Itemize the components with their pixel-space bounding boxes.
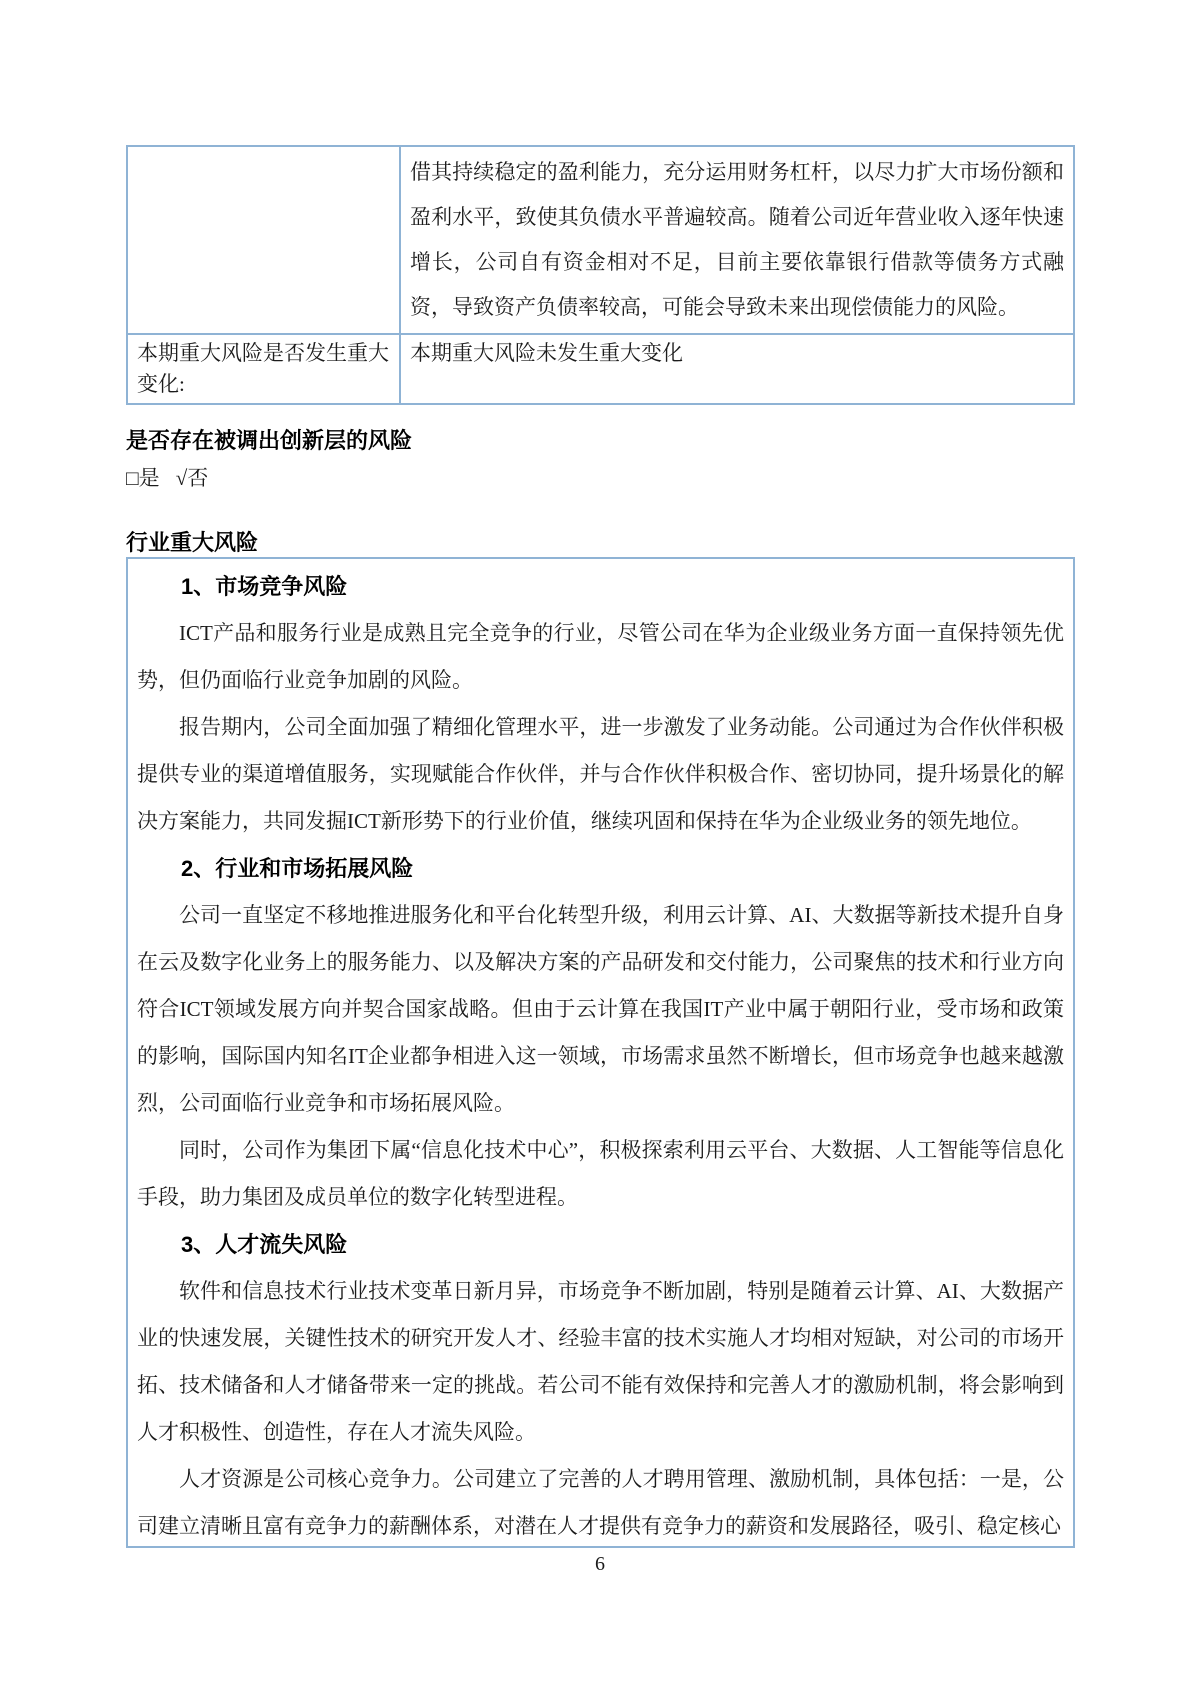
checkbox-yes-option: □是 [126, 466, 160, 490]
table-label-cell-empty [127, 146, 400, 334]
table-content-cell-major-change: 本期重大风险未发生重大变化 [400, 334, 1074, 404]
delist-risk-answer [126, 462, 208, 492]
table-label-cell-major-change: 本期重大风险是否发生重大变化: [127, 334, 400, 404]
risk-paragraph: 软件和信息技术行业技术变革日新月异，市场竞争不断加剧，特别是随着云计算、AI、大数据产业的快速发展，关键性技术的研究开发人才、经验丰富的技术实施人才均相对短缺，对公司的市场开拓、技术储备和人才储备带来一定的挑战。若公司不能有效保持和完善人才的激励机制，将会影响到人才积极性、创造性，存在人才流失风险。 [137, 1279, 1064, 1444]
risk-paragraph: ICT产品和服务行业是成熟且完全竞争的行业，尽管公司在华为企业级业务方面一直保持领先优势，但仍面临行业竞争加剧的风险。 [137, 621, 1064, 692]
risk-paragraph: 公司一直坚定不移地推进服务化和平台化转型升级，利用云计算、AI、大数据等新技术提升自身在云及数字化业务上的服务能力、以及解决方案的产品研发和交付能力，公司聚焦的技术和行业方向符合ICT领域发展方向并契合国家战略。但由于云计算在我国IT产业中属于朝阳行业，受市场和政策的影响，国际国内知名IT企业都争相进入这一领域，市场需求虽然不断增长，但市场竞争也越来越激烈，公司面临行业竞争和市场拓展风险。 [137, 903, 1064, 1115]
table-row-major-change [127, 334, 1074, 404]
checkbox-no-option: √否 [175, 466, 209, 490]
risk-section-title-2: 2、行业和市场拓展风险 [181, 856, 414, 881]
industry-risk-heading: 行业重大风险 [126, 530, 259, 555]
table-content-cell-continuation: 借其持续稳定的盈利能力，充分运用财务杠杆，以尽力扩大市场份额和盈利水平，致使其负债水平普遍较高。随着公司近年营业收入逐年快速增长，公司自有资金相对不足，目前主要依靠银行借款等债务方式融资，导致资产负债率较高，可能会导致未来出现偿债能力的风险。 [400, 146, 1074, 334]
risk-section-title-1: 1、市场竞争风险 [181, 574, 348, 599]
risk-paragraph: 同时，公司作为集团下属“信息化技术中心”，积极探索利用云平台、大数据、人工智能等信息化手段，助力集团及成员单位的数字化转型进程。 [137, 1138, 1064, 1209]
table-row-continuation [127, 146, 1074, 334]
risk-paragraph: 人才资源是公司核心竞争力。公司建立了完善的人才聘用管理、激励机制，具体包括：一是，公司建立清晰且富有竞争力的薪酬体系，对潜在人才提供有竞争力的薪资和发展路径，吸引、稳定核心 [137, 1467, 1064, 1538]
risk-summary-table [126, 145, 1075, 405]
delist-risk-heading: 是否存在被调出创新层的风险 [126, 428, 413, 453]
risk-paragraph: 报告期内，公司全面加强了精细化管理水平，进一步激发了业务动能。公司通过为合作伙伴积极提供专业的渠道增值服务，实现赋能合作伙伴，并与合作伙伴积极合作、密切协同，提升场景化的解决方案能力，共同发掘ICT新形势下的行业价值，继续巩固和保持在华为企业级业务的领先地位。 [137, 715, 1064, 833]
industry-risk-box [126, 557, 1075, 1548]
risk-section-title-3: 3、人才流失风险 [181, 1232, 348, 1257]
page-number: 6 [595, 1553, 605, 1575]
